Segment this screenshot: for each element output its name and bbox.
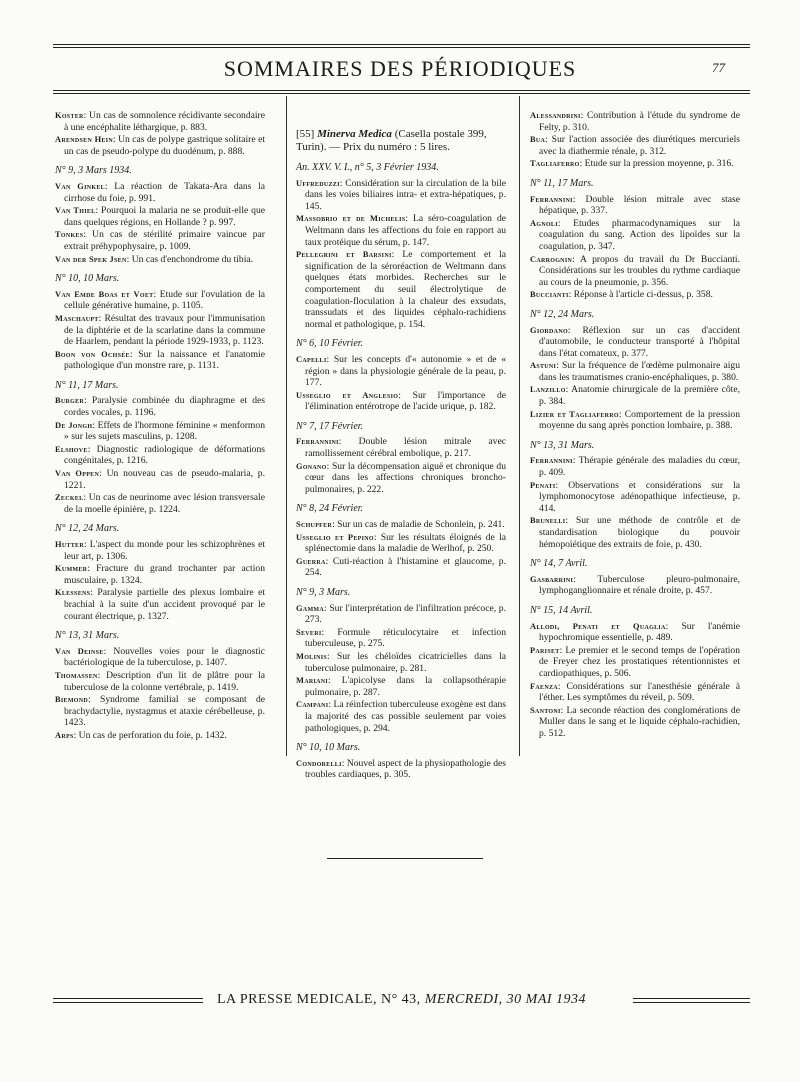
article-author: Van der Spek Jsen xyxy=(55,254,127,264)
article-title: : Paralysie combinée du diaphragme et des cordes vocales, p. 1196. xyxy=(64,395,265,419)
article-title: : Cuti-réaction à l'histamine et glaucome, p. 254. xyxy=(305,555,506,579)
article-title: : Sur les résultats éloignés de la splénectomie dans la maladie de Werlhof, p. 250. xyxy=(305,531,506,555)
article-entry xyxy=(530,134,740,157)
article-entry xyxy=(55,539,265,562)
article-entry xyxy=(55,444,265,467)
article-title: : Nouvel aspect de la physiopathologie des troubles cardiaques, p. 305. xyxy=(305,757,506,781)
issue-heading: N° 10, 10 Mars. xyxy=(296,742,361,754)
article-title: : Un cas d'enchondrome du tibia. xyxy=(126,253,254,265)
article-entry xyxy=(296,213,506,248)
article-author: Ferrannini xyxy=(296,437,339,447)
issue-heading: N° 8, 24 Février. xyxy=(296,503,364,515)
article-title: : Réponse à l'article ci-dessus, p. 358. xyxy=(568,289,713,301)
article-author: Lanzillo xyxy=(530,385,566,395)
article-author: Severi xyxy=(296,627,322,637)
article-title: : Sur les chéloïdes cicatricielles dans la tuberculose pulmonaire, p. 281. xyxy=(305,650,506,674)
article-author: Campani xyxy=(296,700,329,710)
article-title: : Pourquoi la malaria ne se produit-elle que dans quelques régions, en Hollande ? p. 997. xyxy=(64,205,265,228)
article-title: : Sur l'action associée des diurétiques mercuriels avec la diathermie rénale, p. 312. xyxy=(539,134,740,157)
article-author: Thomassen xyxy=(55,670,98,680)
article-author: Usseglio et Anglesio xyxy=(296,390,399,400)
article-author: Giordano xyxy=(530,325,568,335)
article-title: : L'apicolyse dans la collapsothérapie pulmonaire, p. 287. xyxy=(305,675,506,698)
article-title: : La réinfection tuberculeuse exogène est dans la majorité des cas possible seulement par voies pathologiques, p. 294. xyxy=(305,699,506,734)
column-middle xyxy=(296,110,506,782)
article-author: Condorelli xyxy=(296,758,342,768)
article-title: : La séro-coagulation de Weltmann dans les affections du foie en rapport au taux protéique du sérum, p. 147. xyxy=(305,213,506,248)
article-title: : Sur une méthode de contrôle et de standardisation biologique du pouvoir hémopoiétique des extraits de foie, p. 430. xyxy=(539,515,740,550)
article-entry xyxy=(530,289,740,301)
article-author: Faenza xyxy=(530,681,558,691)
article-author: Van Thiel xyxy=(55,206,96,216)
footer xyxy=(53,992,750,1012)
article-title: : Tuberculose pleuro-pulmonaire, lymphoganglionnaire et rénale droite, p. 457. xyxy=(539,573,740,597)
journal-name: Minerva Medica xyxy=(317,128,392,140)
article-author: Van Ginkel xyxy=(55,181,105,191)
article-author: Elshove xyxy=(55,444,88,454)
article-entry xyxy=(530,325,740,360)
article-entry xyxy=(530,409,740,432)
article-entry xyxy=(55,468,265,491)
article-author: Tagliaferro xyxy=(530,159,580,169)
article-author: Buccianti xyxy=(530,290,569,300)
article-entry xyxy=(530,621,740,644)
article-author: Van Deinse xyxy=(55,646,104,656)
end-rule xyxy=(327,858,483,859)
header-bottom-rule-2 xyxy=(53,93,750,94)
article-entry xyxy=(55,349,265,372)
issue-heading: N° 7, 17 Février. xyxy=(296,420,364,432)
article-title: : Sur la décompensation aiguë et chronique du cœur dans les affections chroniques broncho-pulmonaires, p. 222. xyxy=(305,460,506,495)
page-title: SOMMAIRES DES PÉRIODIQUES xyxy=(223,56,577,81)
article-title: : Un cas de polype gastrique solitaire et un cas de pseudo-polype du duodénum, p. 888. xyxy=(64,134,265,157)
article-title: : Considération sur la circulation de la bile dans les voies biliaires intra- et extra-hépatiques, p. 145. xyxy=(305,177,506,212)
article-title: : Le comportement et la signification de la séroréaction de Weltmann dans quelques états morbides. Recherches sur le comportement du seuil électrolytique de coagulation-floculation à la chaleur des exsudats, transsudats et des liquides céphalo-rachidiens normal et pathologique, p. 154. xyxy=(305,249,506,330)
article-author: Agnoli xyxy=(530,218,558,228)
article-title: : Description d'un lit de plâtre pour la tuberculose de la colonne vertébrale, p. 1419. xyxy=(64,669,265,693)
article-title: : Sur un cas de maladie de Schonlein, p. 241. xyxy=(332,519,505,531)
article-title: : Anatomie chirurgicale de la première côte, p. 384. xyxy=(539,384,740,408)
article-entry xyxy=(296,354,506,389)
article-author: Gamma xyxy=(296,603,325,613)
article-entry xyxy=(55,313,265,348)
article-author: Brunelli xyxy=(530,516,566,526)
article-title: : Sur l'anémie hypochromique essentielle, p. 489. xyxy=(539,620,740,644)
column-divider-right xyxy=(519,96,520,756)
issue-heading: N° 12, 24 Mars. xyxy=(55,523,120,535)
article-entry xyxy=(296,249,506,330)
article-author: Guerra xyxy=(296,556,326,566)
issue-heading: N° 9, 3 Mars. xyxy=(296,587,351,598)
article-author: Carrognin xyxy=(530,254,573,264)
article-title: : Diagnostic radiologique de déformations congénitales, p. 1216. xyxy=(64,443,265,467)
issue-heading: N° 14, 7 Avril. xyxy=(530,558,588,570)
article-entry xyxy=(530,480,740,515)
article-entry xyxy=(530,681,740,704)
article-author: Kummer xyxy=(55,564,88,574)
article-title: : Nouvelles voies pour le diagnostic bactériologique de la tuberculose, p. 1407. xyxy=(64,645,265,669)
column-right xyxy=(530,110,740,741)
article-entry xyxy=(55,670,265,693)
article-author: Molinis xyxy=(296,651,328,661)
article-title: : Résultat des travaux pour l'immunisation de la diphtérie et de la scarlatine dans la commune de Haarlem, pendant la période 1929-1933, p. 1123. xyxy=(64,312,265,348)
article-title: : Double lésion mitrale avec stase hépatique, p. 337. xyxy=(539,193,740,217)
article-author: De Jongh xyxy=(55,420,93,430)
article-entry xyxy=(296,532,506,555)
issue-heading: N° 6, 10 Février. xyxy=(296,338,364,350)
article-author: Van Emde Boas et Voet xyxy=(55,289,154,299)
article-entry xyxy=(296,651,506,674)
article-author: Zeckel xyxy=(55,493,84,503)
article-author: Gasbarrini xyxy=(530,574,574,584)
article-title: : Etudes pharmacodynamiques sur la coagulation du sang. Action des lipoïdes sur la coagulation, p. 347. xyxy=(539,217,740,252)
article-title: : Réflexion sur un cas d'accident d'automobile, le conducteur transporté à l'hôpital dans l'état comateux, p. 377. xyxy=(539,324,740,359)
article-entry xyxy=(530,705,740,740)
article-entry xyxy=(530,574,740,597)
article-title: : La réaction de Takata-Ara dans la cirrhose du foie, p. 991. xyxy=(64,180,265,204)
article-title: : Syndrome familial se composant de brachydactylie, nystagmus et ataxie cérébelleuse, p. 1423. xyxy=(64,694,265,729)
journal-heading xyxy=(296,128,506,154)
issue-heading: N° 11, 17 Mars. xyxy=(530,177,594,189)
article-title: : Un cas de somnolence récidivante secondaire à une encéphalite léthargique, p. 883. xyxy=(64,110,265,133)
article-author: Santoni xyxy=(530,705,561,715)
article-title: : Etude sur la pression moyenne, p. 316. xyxy=(579,158,734,170)
article-title: : Un cas de stérilité primaire vaincue par extrait préhypophysaire, p. 1009. xyxy=(64,229,265,252)
article-title: : Sur l'importance de l'élimination entérotrope de l'acide urique, p. 182. xyxy=(305,389,507,413)
article-title: : Etude sur l'ovulation de la cellule générative humaine, p. 1105. xyxy=(64,288,266,312)
article-author: Arps xyxy=(55,730,74,740)
article-entry xyxy=(530,110,740,133)
article-entry xyxy=(296,627,506,650)
article-author: Penati xyxy=(530,480,556,490)
article-entry xyxy=(55,229,265,252)
article-title: : Sur la fréquence de l'œdème pulmonaire aigu dans les traumatismes cranio-encéphaliques, p. 380. xyxy=(539,360,740,383)
article-entry xyxy=(55,563,265,586)
footer-text xyxy=(53,992,750,1008)
top-rule xyxy=(53,44,750,45)
article-title: : Un cas de neurinome avec lésion transversale de la moelle épinière, p. 1224. xyxy=(64,492,265,515)
article-entry xyxy=(296,461,506,496)
volume-line: An. XXV. V. I., n° 5, 3 Février 1934. xyxy=(296,162,439,173)
article-entry xyxy=(55,205,265,228)
article-entry xyxy=(296,390,506,413)
article-author: Boon von Ochsée xyxy=(55,349,130,359)
article-entry xyxy=(530,645,740,680)
article-entry xyxy=(296,675,506,698)
article-title: : Effets de l'hormone féminine « menformon » sur les sujets masculins, p. 1208. xyxy=(64,419,265,443)
issue-heading: N° 11, 17 Mars. xyxy=(55,379,119,391)
article-entry xyxy=(530,384,740,407)
article-entry xyxy=(55,181,265,204)
column-left xyxy=(55,110,265,743)
header-bottom-rule xyxy=(53,90,750,91)
article-author: Massobrio et de Michelis xyxy=(296,214,406,224)
article-title: : Un cas de perforation du foie, p. 1432. xyxy=(73,729,227,741)
article-title: : Considérations sur l'anesthésie générale à l'éther. Les symptômes du réveil, p. 509. xyxy=(539,680,740,704)
article-entry xyxy=(296,556,506,579)
article-entry xyxy=(530,194,740,217)
article-entry xyxy=(296,178,506,213)
footer-journal: LA PRESSE MEDICALE, N° 43, xyxy=(216,992,421,1007)
article-entry xyxy=(55,254,265,266)
issue-heading: N° 13, 31 Mars. xyxy=(55,630,120,642)
article-title: : Sur l'interprétation de l'infiltration précoce, p. 273. xyxy=(305,602,506,626)
article-author: Ferrannini xyxy=(530,194,573,204)
top-rule-2 xyxy=(53,47,750,48)
article-entry xyxy=(530,515,740,550)
article-author: Burger xyxy=(55,396,85,406)
article-title: : Sur la naissance et l'anatomie pathologique d'un monstre rare, p. 1131. xyxy=(64,348,265,372)
article-author: Gonano xyxy=(296,461,327,471)
article-title: : Formule réticulocytaire et infection tuberculeuse, p. 275. xyxy=(305,626,506,650)
article-entry xyxy=(55,492,265,515)
issue-heading: N° 13, 31 Mars. xyxy=(530,439,595,451)
footer-date: MERCREDI, 30 MAI 1934 xyxy=(424,992,587,1007)
article-title: : A propos du travail du Dr Buccianti. Considérations sur les troubles du rythme cardiaque au cours de la pneumonie, p. 356. xyxy=(539,253,740,288)
article-entry xyxy=(55,730,265,742)
article-title: : Double lésion mitrale avec ramollissement cérébral embolique, p. 217. xyxy=(305,436,506,460)
article-author: Koster xyxy=(55,111,84,120)
article-author: Tonkes xyxy=(55,230,84,240)
article-author: Pariset xyxy=(530,645,560,655)
article-author: Pellegrini et Barsini xyxy=(296,250,392,260)
issue-heading: N° 9, 3 Mars 1934. xyxy=(55,165,132,177)
article-author: Alessandrini xyxy=(530,111,581,120)
issue-heading: N° 12, 24 Mars. xyxy=(530,308,595,320)
article-title: : Contribution à l'étude du syndrome de Felty, p. 310. xyxy=(539,110,740,133)
article-author: Maschaupt xyxy=(55,313,99,323)
article-title: : La seconde réaction des conglomérations de Muller dans le sang et le liquide céphalo-rachidien, p. 512. xyxy=(539,704,740,739)
article-entry xyxy=(296,603,506,626)
article-entry xyxy=(55,395,265,418)
article-author: Schupfer xyxy=(296,520,333,530)
issue-heading: N° 15, 14 Avril. xyxy=(530,604,593,616)
article-author: Hutter xyxy=(55,540,84,549)
article-author: Bua xyxy=(530,135,546,145)
issue-heading: N° 10, 10 Mars. xyxy=(55,273,120,285)
article-author: Ferrannini xyxy=(530,456,573,466)
article-title: : Fracture du grand trochanter par action musculaire, p. 1324. xyxy=(64,563,265,586)
article-title: : L'aspect du monde pour les schizophrènes et leur art, p. 1306. xyxy=(64,539,265,562)
article-entry xyxy=(55,420,265,443)
article-title: : Observations et considérations sur la lymphomonocytose adénopathique infectieuse, p. 414. xyxy=(539,479,740,514)
article-author: Klessens xyxy=(55,588,91,598)
article-entry xyxy=(296,699,506,734)
journal-number: [55] xyxy=(296,128,315,140)
journal-details: (Casella postale 399, Turin). — Prix du numéro : 5 lires. xyxy=(296,128,487,153)
article-entry xyxy=(296,519,506,531)
article-title: : Comportement de la pression moyenne du sang après ponction lombaire, p. 388. xyxy=(539,408,740,432)
article-title: : Le premier et le second temps de l'opération de Freyer chez les prostatiques rétentionnistes et cardiopathiques, p. 506. xyxy=(539,644,740,679)
article-title: : Paralysie partielle des plexus lombaire et brachial à la suite d'un accident provoqué par le courant électrique, p. 1327. xyxy=(64,587,265,622)
article-title: : Sur les concepts d'« autonomie » et de « région » dans la physiologie générale de la peau, p. 177. xyxy=(305,353,506,389)
article-author: Usseglio et Pepino xyxy=(296,532,374,542)
article-entry xyxy=(530,360,740,383)
article-entry xyxy=(55,694,265,729)
article-entry xyxy=(55,289,265,312)
article-title: : Thérapie générale des maladies du cœur, p. 409. xyxy=(539,455,740,479)
article-author: Allodi, Penati et Quaglia xyxy=(530,621,666,631)
article-entry xyxy=(530,158,740,170)
article-entry xyxy=(296,758,506,781)
article-entry xyxy=(530,254,740,289)
article-author: Arendsen Hein xyxy=(55,135,113,145)
article-author: Uffreduzzi xyxy=(296,178,340,188)
article-entry xyxy=(55,134,265,157)
article-author: Mariani xyxy=(296,676,329,686)
article-author: Capelli xyxy=(296,354,327,364)
article-entry xyxy=(530,218,740,253)
column-divider-left xyxy=(286,96,287,756)
article-author: Biemond xyxy=(55,695,89,705)
article-title: : Un nouveau cas de pseudo-malaria, p. 1221. xyxy=(64,468,266,491)
article-entry xyxy=(296,436,506,459)
article-entry xyxy=(55,587,265,622)
article-entry xyxy=(55,646,265,669)
page-number: 77 xyxy=(712,60,725,75)
article-author: Van Oppen xyxy=(55,469,100,479)
article-author: Astuni xyxy=(530,361,557,371)
article-author: Lizier et Tagliaferro xyxy=(530,409,619,419)
article-entry xyxy=(55,110,265,133)
article-entry xyxy=(530,455,740,478)
